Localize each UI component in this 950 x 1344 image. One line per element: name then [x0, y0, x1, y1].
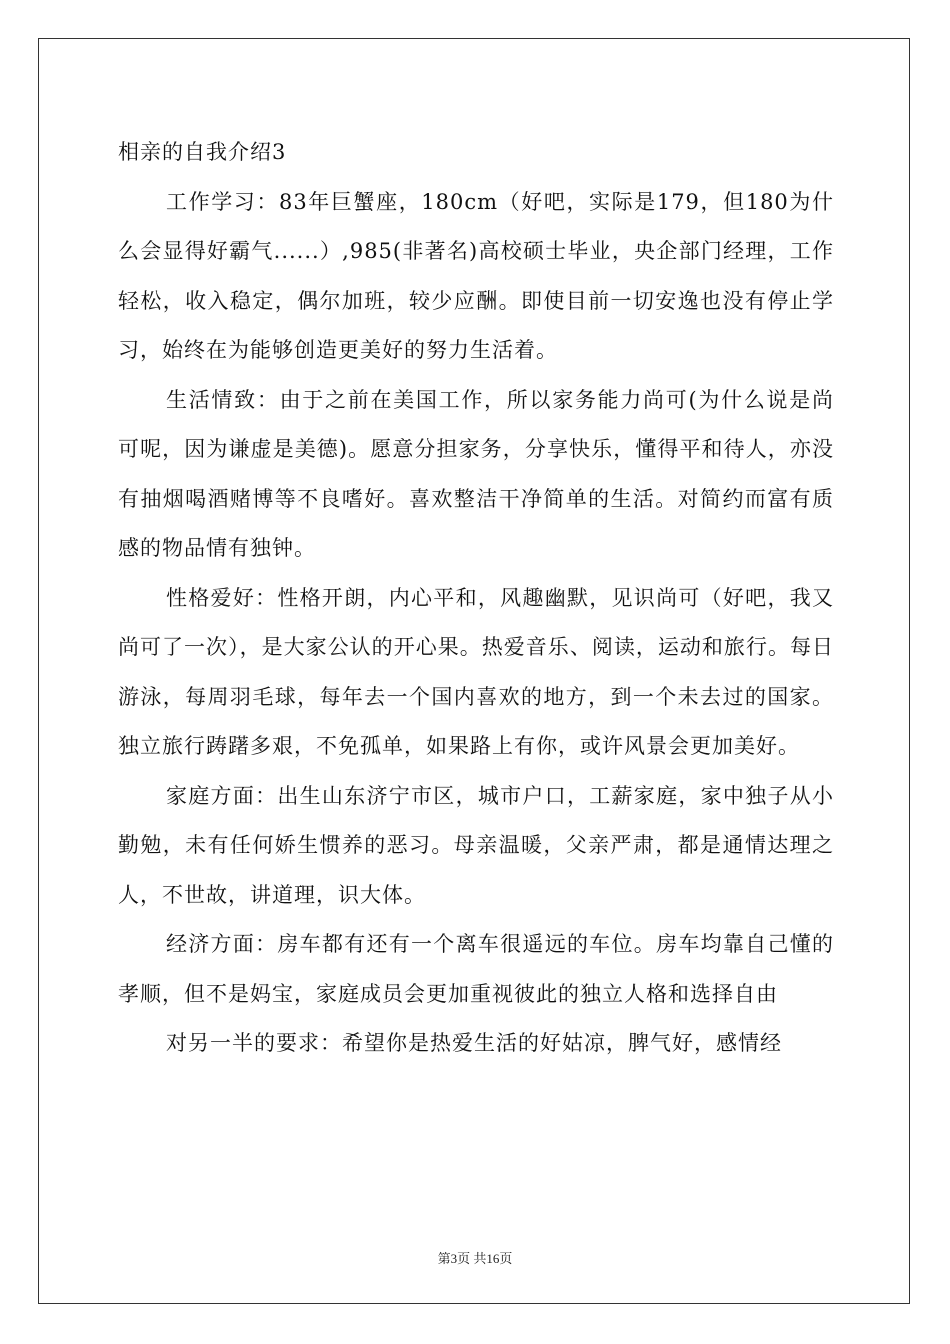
paragraph-work-study: 工作学习：83年巨蟹座，180cm（好吧，实际是179，但180为什么会显得好霸气......）,985(非著名)高校硕士毕业，央企部门经理，工作轻松，收入稳定，偶尔加班，较少应酬。即使目前一切安逸也没有停止学习，始终在为能够创造更美好的努力生活着。 — [118, 189, 834, 362]
paragraph-economy: 经济方面：房车都有还有一个离车很遥远的车位。房车均靠自己懂的孝顺，但不是妈宝，家庭成员会更加重视彼此的独立人格和选择自由 — [118, 932, 834, 1006]
page-number-footer: 第3页 共16页 — [437, 1251, 513, 1266]
paragraph-lifestyle: 生活情致：由于之前在美国工作，所以家务能力尚可(为什么说是尚可呢，因为谦虚是美德)。愿意分担家务，分享快乐，懂得平和待人，亦没有抽烟喝酒赌博等不良嗜好。喜欢整洁干净简单的生活。对简约而富有质感的物品情有独钟。 — [118, 387, 834, 560]
document-body — [118, 128, 834, 1069]
paragraph-personality-hobbies: 性格爱好：性格开朗，内心平和，风趣幽默，见识尚可（好吧，我又尚可了一次），是大家公认的开心果。热爱音乐、阅读，运动和旅行。每日游泳，每周羽毛球，每年去一个国内喜欢的地方，到一个未去过的国家。独立旅行踌躇多艰，不免孤单，如果路上有你，或许风景会更加美好。 — [118, 585, 834, 758]
paragraph-partner-requirements: 对另一半的要求：希望你是热爱生活的好姑凉，脾气好，感情经 — [166, 1031, 782, 1055]
document-heading: 相亲的自我介绍3 — [118, 140, 287, 164]
paragraph-family: 家庭方面：出生山东济宁市区，城市户口，工薪家庭，家中独子从小勤勉，未有任何娇生惯养的恶习。母亲温暖，父亲严肃，都是通情达理之人，不世故，讲道理，识大体。 — [118, 783, 834, 907]
